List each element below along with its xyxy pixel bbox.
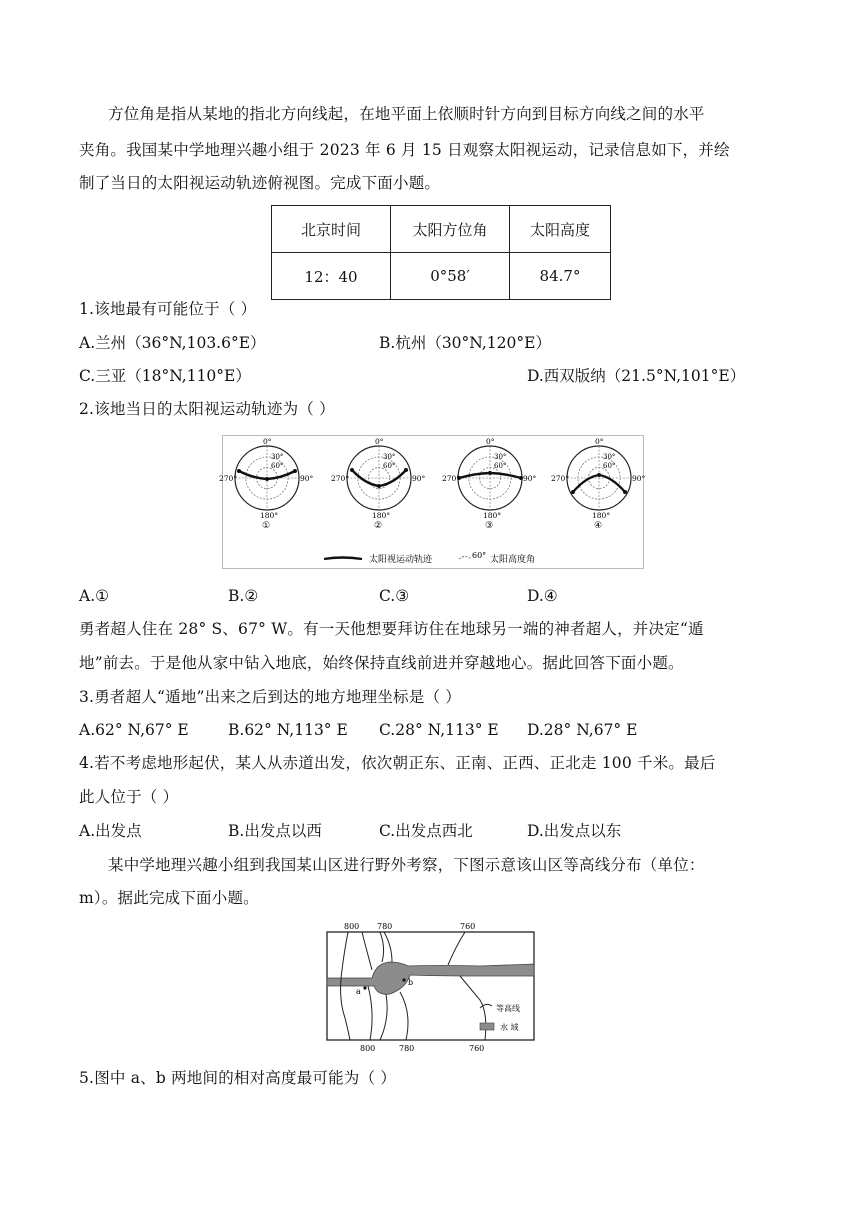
track-point [623, 490, 627, 494]
contour-label-bottom-780: 780 [399, 1044, 415, 1053]
north-label: 0° [263, 437, 272, 446]
q1-stem: 1.该地最有可能位于（ ） [79, 300, 257, 318]
alt-60-label: 60° [494, 462, 507, 470]
table-header-cell: 太阳方位角 [391, 206, 510, 253]
q4-line-2: 此人位于（ ） [79, 788, 179, 806]
dial-3 [442, 437, 537, 531]
south-label: 180° [483, 511, 502, 520]
intro-line-2: 夹角。我国某中学地理兴趣小组于 2023 年 6 月 15 日观察太阳视运动，记录信息如下，并绘 [79, 141, 730, 159]
passage3-line-2: m）。据此完成下面小题。 [79, 889, 259, 907]
south-label: 180° [592, 511, 611, 520]
q3-option-c: C.28° N,113° E [379, 721, 499, 739]
passage3-line-1: 某中学地理兴趣小组到我国某山区进行野外考察，下图示意该山区等高线分布（单位： [108, 856, 705, 874]
north-label: 0° [595, 437, 604, 446]
q5-stem: 5.图中 a、b 两地间的相对高度最可能为（ ） [79, 1069, 397, 1087]
east-label: 90° [412, 474, 426, 483]
figure-frame [223, 436, 644, 569]
q3-option-b: B.62° N,113° E [228, 721, 348, 739]
alt-30-label: 30° [603, 453, 616, 461]
track-point [571, 490, 575, 494]
q3-option-d: D.28° N,67° E [527, 721, 638, 739]
dial-1 [219, 437, 314, 531]
legend-alt-text: 太阳高度角 [490, 555, 536, 565]
track-point [597, 473, 601, 477]
point-a [363, 986, 366, 989]
legend-track-line [324, 558, 362, 560]
dial-2 [331, 437, 426, 531]
table-cell: 0°58′ [391, 253, 510, 300]
alt-60-label: 60° [271, 462, 284, 470]
q3-option-a: A.62° N,67° E [79, 721, 189, 739]
west-label: 270° [219, 474, 238, 483]
track-point [377, 484, 381, 488]
contour-label-bottom-760: 760 [469, 1044, 485, 1053]
sun-dials [219, 437, 646, 531]
point-a-label: a [356, 987, 361, 996]
west-label: 270° [442, 474, 461, 483]
table-row [272, 253, 611, 300]
passage2-line-1: 勇者超人住在 28° S、67° W。有一天他想要拜访住在地球另一端的神者超人，并决定“遁 [79, 620, 704, 638]
table-header-row [272, 206, 611, 253]
dial-4 [551, 437, 646, 531]
track-point [350, 468, 354, 472]
north-label: 0° [486, 437, 495, 446]
alt-30-label: 30° [383, 453, 396, 461]
q1-option-c: C.三亚（18°N,110°E） [79, 367, 251, 385]
track-point [293, 469, 297, 473]
north-label: 0° [375, 437, 384, 446]
east-label: 90° [632, 474, 646, 483]
q4-option-a: A.出发点 [79, 822, 142, 840]
passage2-line-2: 地”前去。于是他从家中钻入地底，始终保持直线前进并穿越地心。据此回答下面小题。 [79, 654, 684, 672]
q4-option-d: D.出发点以东 [527, 822, 622, 840]
contour-label-top-760: 760 [460, 922, 476, 931]
legend-water-swatch [480, 1023, 494, 1030]
sun-path-figure [219, 435, 646, 569]
q4-option-c: C.出发点西北 [379, 822, 473, 840]
q3-stem: 3.勇者超人“遁地”出来之后到达的地方地理坐标是（ ） [79, 688, 461, 706]
dial-number-label: ③ [485, 521, 494, 531]
table-header-cell: 太阳高度 [510, 206, 611, 253]
alt-60-label: 60° [383, 462, 396, 470]
track-point [265, 477, 269, 481]
q1-option-a: A.兰州（36°N,103.6°E） [79, 334, 266, 352]
q2-option-c: C.③ [379, 587, 410, 605]
contour-map-figure [320, 918, 542, 1056]
q2-option-a: A.① [79, 587, 110, 605]
alt-30-label: 30° [494, 453, 507, 461]
q1-option-b: B.杭州（30°N,120°E） [379, 334, 551, 352]
west-label: 270° [331, 474, 350, 483]
intro-line-3: 制了当日的太阳视运动轨迹俯视图。完成下面小题。 [79, 174, 441, 192]
contour-label-top-800: 800 [344, 922, 360, 931]
track-point [404, 468, 408, 472]
table-cell: 84.7° [510, 253, 611, 300]
alt-30-label: 30° [271, 453, 284, 461]
west-label: 270° [551, 474, 570, 483]
q1-option-d: D.西双版纳（21.5°N,101°E） [527, 367, 746, 385]
q2-stem: 2.该地当日的太阳视运动轨迹为（ ） [79, 400, 335, 418]
east-label: 90° [300, 474, 314, 483]
dial-number-label: ④ [594, 521, 603, 531]
legend-alt-value: 60° [472, 551, 487, 560]
intro-line-1: 方位角是指从某地的指北方向线起，在地平面上依顺时针方向到目标方向线之间的水平 [108, 105, 705, 123]
q2-option-b: B.② [228, 587, 259, 605]
south-label: 180° [372, 511, 391, 520]
dial-number-label: ② [374, 521, 383, 531]
legend-water-text: 水 域 [500, 1023, 519, 1032]
contour-label-bottom-800: 800 [360, 1044, 376, 1053]
track-point [488, 471, 492, 475]
legend-contour-text: 等高线 [496, 1004, 520, 1013]
q2-option-d: D.④ [527, 587, 558, 605]
point-b-label: b [408, 978, 414, 987]
dial-number-label: ① [262, 521, 271, 531]
legend-alt-line [459, 557, 471, 560]
q4-line-1: 4.若不考虑地形起伏，某人从赤道出发，依次朝正东、正南、正西、正北走 100 千米。最后 [79, 754, 716, 772]
q4-option-b: B.出发点以西 [228, 822, 322, 840]
south-label: 180° [260, 511, 279, 520]
alt-60-label: 60° [603, 462, 616, 470]
point-b [402, 978, 405, 981]
track-point [237, 469, 241, 473]
contour-label-top-780: 780 [377, 922, 393, 931]
table-cell: 12：40 [272, 253, 391, 300]
east-label: 90° [523, 474, 537, 483]
observation-table [271, 205, 611, 300]
table-header-cell: 北京时间 [272, 206, 391, 253]
legend-track-text: 太阳视运动轨迹 [369, 555, 433, 565]
